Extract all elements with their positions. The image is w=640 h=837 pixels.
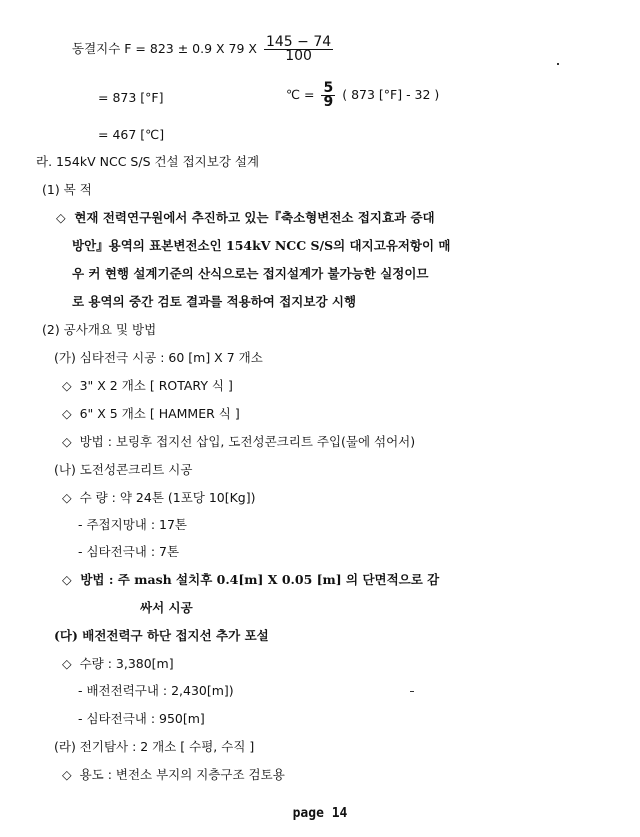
- ga-item-1-text: 3" X 2 개소 [ ROTARY 식 ]: [79, 378, 233, 393]
- diamond-bullet-icon: ◇: [62, 406, 72, 421]
- freezing-index-formula: [72, 36, 336, 66]
- na-method-text: 방법 : 주 mash 설치후 0.4[m] X 0.05 [m] 의 단면적으로 감: [80, 572, 440, 587]
- da-title: (다) 배전전력구 하단 접지선 추가 포설: [54, 628, 269, 643]
- formula-celsius-conversion: [286, 82, 439, 114]
- na-sub-1: - 주접지망내 : 17톤: [78, 517, 187, 532]
- page-number: page 14: [292, 806, 348, 821]
- diamond-bullet-icon: ◇: [62, 378, 72, 393]
- ra-use: [62, 767, 285, 783]
- formula-celsius-denominator: 9: [323, 94, 334, 110]
- ga-title: (가) 심타전극 시공 : 60 [m] X 7 개소: [54, 350, 263, 365]
- formula-celsius-numerator: 5: [323, 80, 334, 96]
- na-sub-2: - 심타전극내 : 7톤: [78, 544, 180, 559]
- ra-use-text: 용도 : 변전소 부지의 지층구조 검토용: [79, 767, 285, 782]
- da-qty-text: 수량 : 3,380[m]: [79, 656, 174, 671]
- diamond-bullet-icon: ◇: [56, 210, 66, 225]
- purpose-text-1: 현재 전력연구원에서 추진하고 있는『축소형변전소 접지효과 증대: [74, 210, 435, 225]
- da-qty: [62, 656, 174, 672]
- ga-item-2: [62, 406, 240, 422]
- purpose-line-4: 로 용역의 중간 검토 결과를 적용하여 접지보강 시행: [72, 294, 357, 309]
- formula-line1-denominator: 100: [285, 48, 312, 64]
- na-method-line-1: [62, 572, 439, 588]
- purpose-line-3: 우 커 현행 설계기준의 산식으로는 접지설계가 불가능한 실정이므: [72, 266, 429, 281]
- ga-item-3-text: 방법 : 보링후 접지선 삽입, 도전성콘크리트 주입(물에 섞어서): [79, 434, 416, 449]
- diamond-bullet-icon: ◇: [62, 434, 72, 449]
- formula-line1-fraction: [264, 36, 333, 63]
- purpose-line-1: [56, 210, 435, 226]
- ra-title: (라) 전기탐사 : 2 개소 [ 수평, 수직 ]: [54, 739, 255, 754]
- formula-celsius-fraction: [321, 82, 335, 109]
- formula-line2-result: = 873 [°F]: [98, 90, 164, 105]
- da-sub-2: - 심타전극내 : 950[m]: [78, 711, 205, 726]
- ga-item-2-text: 6" X 5 개소 [ HAMMER 식 ]: [79, 406, 240, 421]
- formula-line1-prefix: 동결지수 F = 823 ± 0.9 X 79 X: [72, 41, 257, 56]
- na-method-line-2: 싸서 시공: [140, 600, 193, 615]
- ga-item-3: [62, 434, 415, 450]
- ga-item-1: [62, 378, 233, 394]
- purpose-line-2: 방안』용역의 표본변전소인 154kV NCC S/S의 대지고유저항이 매: [72, 238, 451, 253]
- formula-celsius-rest: ( 873 [°F] - 32 ): [342, 87, 440, 102]
- na-qty-text: 수 량 : 약 24톤 (1포당 10[Kg]): [79, 490, 256, 505]
- formula-celsius-label: ℃ =: [286, 87, 315, 102]
- diamond-bullet-icon: ◇: [62, 572, 72, 587]
- scan-speck: [410, 691, 414, 692]
- formula-line3-result: = 467 [℃]: [98, 127, 165, 142]
- formula-line1-numerator: 145 − 74: [265, 34, 332, 50]
- na-title: (나) 도전성콘크리트 시공: [54, 462, 193, 477]
- diamond-bullet-icon: ◇: [62, 767, 72, 782]
- diamond-bullet-icon: ◇: [62, 490, 72, 505]
- diamond-bullet-icon: ◇: [62, 656, 72, 671]
- na-qty: [62, 490, 255, 506]
- section-title: 라. 154kV NCC S/S 건설 접지보강 설계: [36, 154, 260, 169]
- scan-speck: [557, 63, 559, 65]
- purpose-heading: (1) 목 적: [42, 182, 92, 197]
- overview-heading: (2) 공사개요 및 방법: [42, 322, 157, 337]
- da-sub-1: - 배전전력구내 : 2,430[m]): [78, 683, 234, 698]
